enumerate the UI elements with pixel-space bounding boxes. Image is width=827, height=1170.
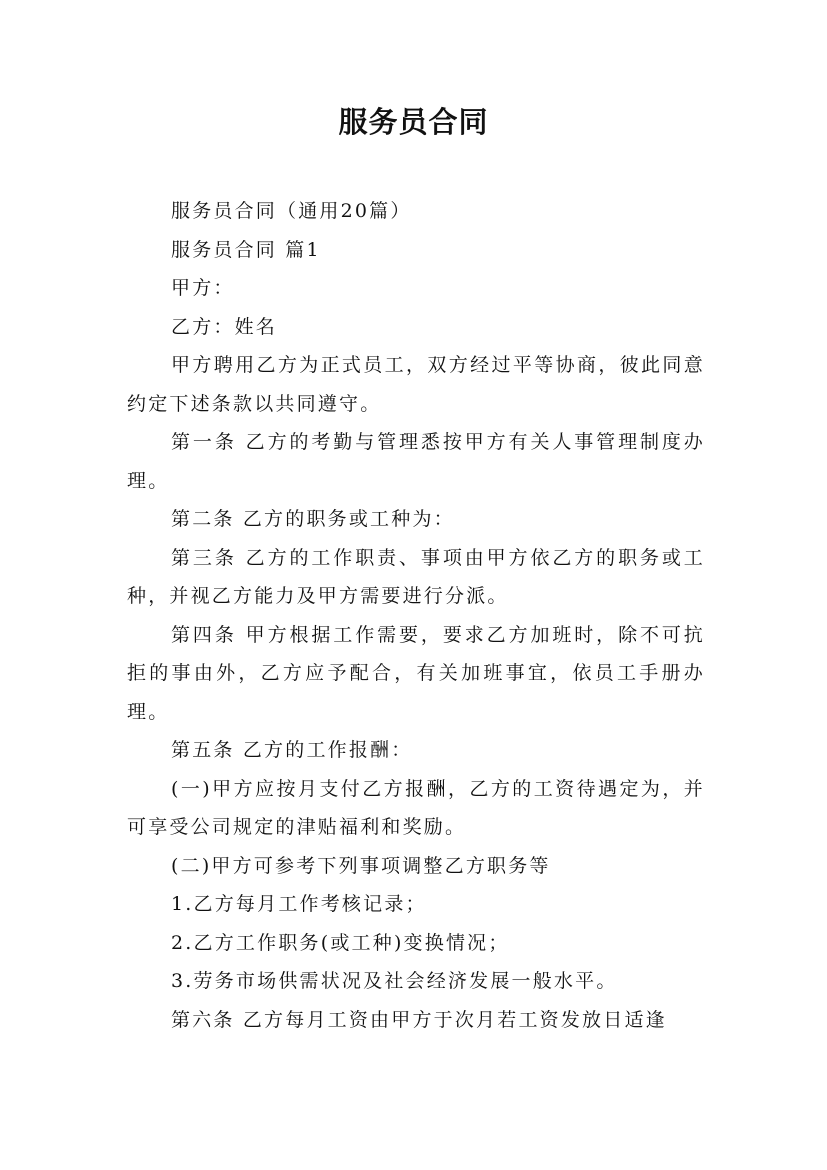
paragraph: 3.劳务市场供需状况及社会经济发展一般水平。 — [171, 970, 618, 992]
document-title: 服务员合同 — [338, 105, 489, 139]
paragraph: 服务员合同（通用20篇） — [171, 200, 412, 222]
paragraph: 第一条 乙方的考勤与管理悉按甲方有关人事管理制度办理。 — [127, 431, 705, 492]
paragraph: 乙方：姓名 — [171, 315, 278, 338]
paragraph: 2.乙方工作职务(或工种)变换情况； — [171, 931, 510, 954]
paragraph: 第六条 乙方每月工资由甲方于次月若工资发放日适逢 — [171, 1008, 667, 1031]
paragraph: 服务员合同 篇1 — [171, 238, 321, 261]
paragraph: 第三条 乙方的工作职责、事项由甲方依乙方的职务或工种，并视乙方能力及甲方需要进行分派。 — [127, 546, 705, 607]
paragraph: (二)甲方可参考下列事项调整乙方职务等 — [171, 854, 551, 877]
document-body — [127, 192, 705, 1039]
paragraph: 甲方聘用乙方为正式员工，双方经过平等协商，彼此同意约定下述条款以共同遵守。 — [127, 354, 705, 415]
paragraph: 1.乙方每月工作考核记录； — [171, 893, 427, 915]
paragraph: 甲方： — [171, 277, 235, 299]
paragraph: (一)甲方应按月支付乙方报酬，乙方的工资待遇定为，并可享受公司规定的津贴福利和奖励。 — [127, 777, 705, 838]
paragraph: 第二条 乙方的职务或工种为： — [171, 508, 455, 530]
paragraph: 第五条 乙方的工作报酬： — [171, 739, 413, 761]
paragraph: 第四条 甲方根据工作需要，要求乙方加班时，除不可抗拒的事由外，乙方应予配合，有关加班事宜，依员工手册办理。 — [127, 623, 705, 723]
